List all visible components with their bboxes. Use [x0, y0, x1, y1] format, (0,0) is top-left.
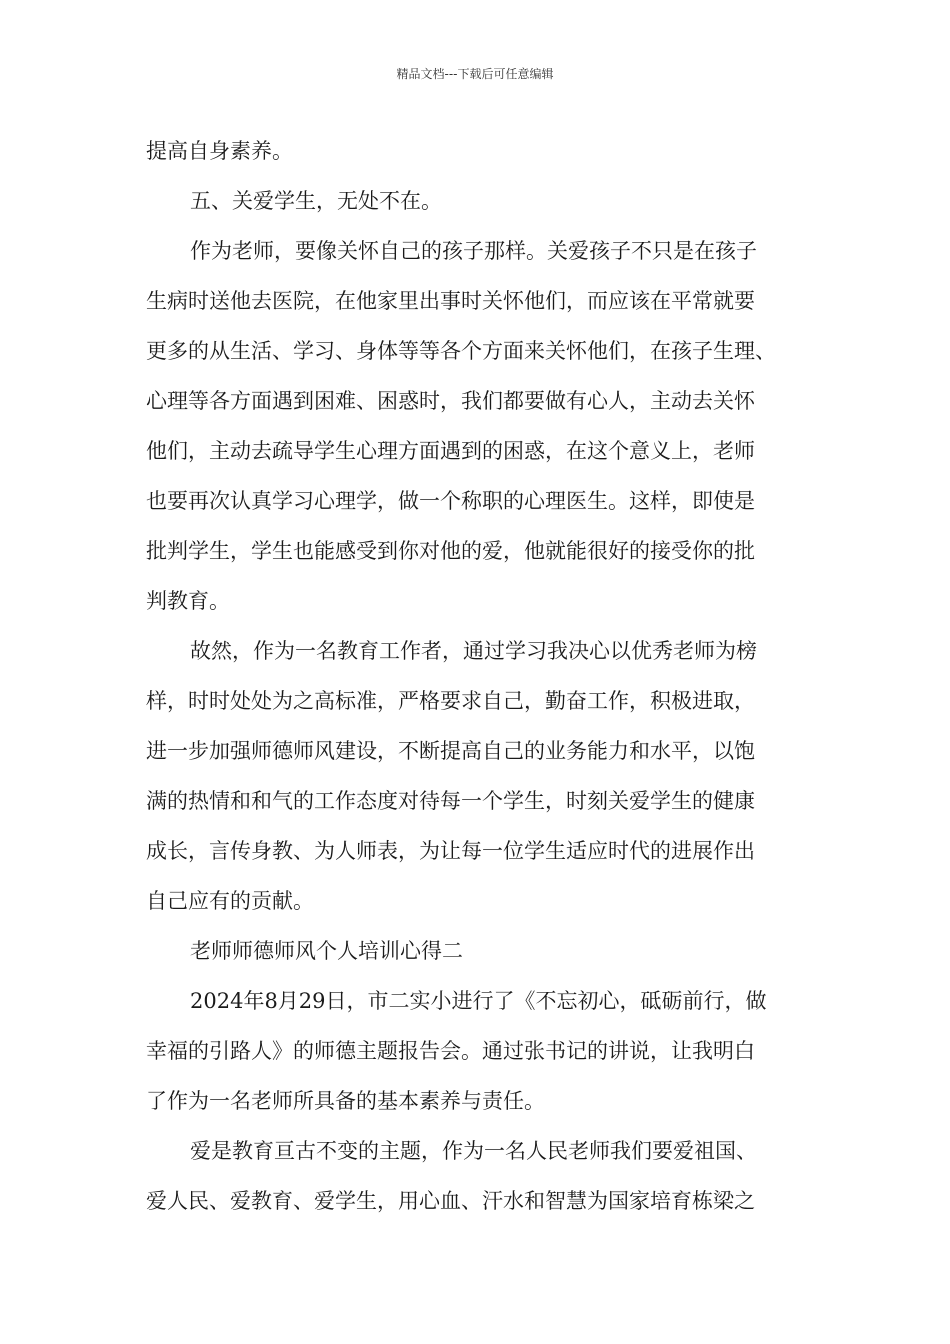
text-line: 爱人民、爱教育、爱学生，用心血、汗水和智慧为国家培育栋梁之 [146, 1189, 755, 1213]
document-body [146, 126, 810, 1226]
text-line: 成长，言传身教、为人师表，为让每一位学生适应时代的进展作出 [146, 839, 755, 863]
text-line: 生病时送他去医院，在他家里出事时关怀他们，而应该在平常就要 [146, 289, 755, 313]
text-line: 自己应有的贡献。 [146, 889, 314, 913]
text-line: 2024年8月29日，市二实小进行了《不忘初心，砥砺前行，做 [190, 989, 767, 1013]
text-line: 满的热情和和气的工作态度对待每一个学生，时刻关爱学生的健康 [146, 789, 755, 813]
text-line: 判教育。 [146, 589, 230, 613]
text-line: 幸福的引路人》的师德主题报告会。通过张书记的讲说，让我明白 [146, 1039, 755, 1063]
text-line: 作为老师，要像关怀自己的孩子那样。关爱孩子不只是在孩子 [190, 239, 757, 263]
text-line: 批判学生，学生也能感受到你对他的爱，他就能很好的接受你的批 [146, 539, 755, 563]
text-line: 样，时时处处为之高标准，严格要求自己，勤奋工作，积极进取， [146, 689, 755, 713]
text-line: 了作为一名老师所具备的基本素养与责任。 [146, 1089, 545, 1113]
text-line: 心理等各方面遇到困难、困惑时，我们都要做有心人，主动去关怀 [146, 389, 755, 413]
text-line: 故然，作为一名教育工作者，通过学习我决心以优秀老师为榜 [190, 639, 757, 663]
text-line: 他们，主动去疏导学生心理方面遇到的困惑，在这个意义上，老师 [146, 439, 755, 463]
text-line: 也要再次认真学习心理学，做一个称职的心理医生。这样，即使是 [146, 489, 755, 513]
page-header: 精品文档---下载后可任意编辑 [396, 67, 554, 81]
text-line: 爱是教育亘古不变的主题，作为一名人民老师我们要爱祖国、 [190, 1139, 757, 1163]
section-heading: 五、关爱学生，无处不在。 [190, 189, 442, 213]
text-line: 提高自身素养。 [146, 139, 293, 163]
text-line: 进一步加强师德师风建设，不断提高自己的业务能力和水平，以饱 [146, 739, 755, 763]
text-line: 更多的从生活、学习、身体等等各个方面来关怀他们，在孩子生理、 [146, 339, 776, 363]
section-title: 老师师德师风个人培训心得二 [190, 939, 463, 963]
